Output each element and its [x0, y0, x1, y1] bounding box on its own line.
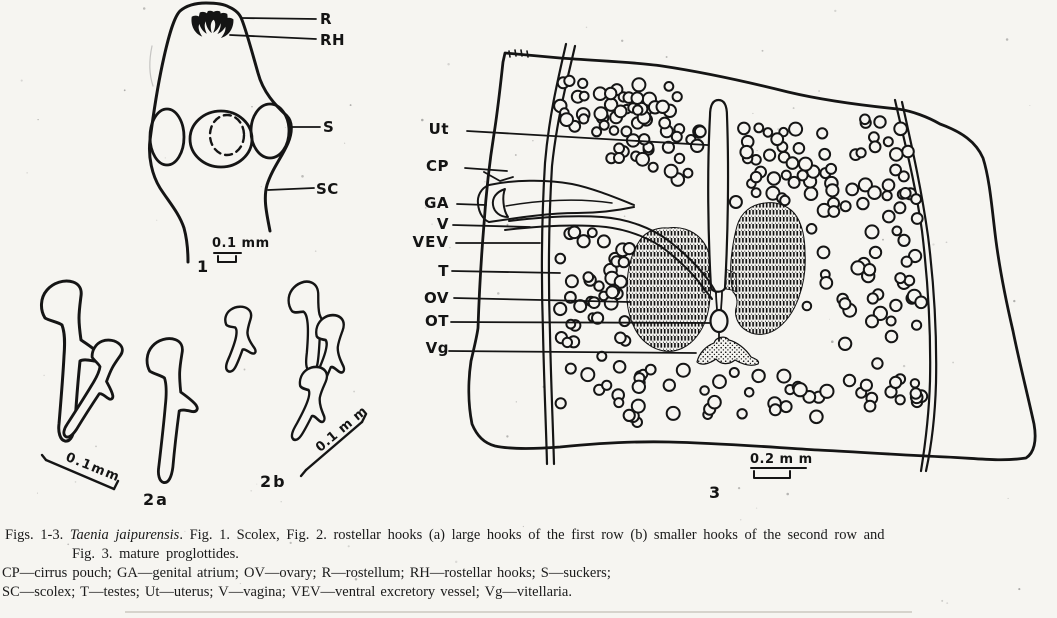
- testis-follicle: [672, 132, 682, 142]
- testis-follicle: [883, 179, 895, 191]
- testis-follicle: [826, 164, 836, 174]
- testis-follicle: [894, 202, 905, 213]
- testis-follicle: [646, 365, 656, 375]
- testis-follicle: [768, 172, 780, 184]
- caption-species-name: Taenia jaipurensis: [69, 527, 180, 543]
- vitellaria: [697, 337, 759, 365]
- testis-follicle: [695, 126, 706, 137]
- testis-follicle: [895, 273, 905, 283]
- testis-follicle: [602, 381, 611, 390]
- label-cirrus-pouch: CP: [425, 157, 449, 175]
- fig3-scale-text: 0.2 m m: [750, 452, 813, 467]
- testis-follicle: [799, 158, 812, 171]
- label-vitellaria: Vg: [425, 339, 449, 357]
- testis-follicle: [794, 143, 805, 154]
- testis-follicle: [560, 113, 573, 126]
- genital-atrium: [478, 185, 508, 222]
- testis-follicle: [886, 331, 898, 343]
- testis-follicle: [798, 170, 808, 180]
- testis-follicle: [615, 333, 626, 344]
- testis-follicle: [866, 315, 878, 327]
- testis-follicle: [600, 121, 609, 130]
- testis-follicle: [893, 227, 902, 236]
- testis-follicle: [592, 127, 601, 136]
- testis-follicle: [738, 123, 750, 135]
- testis-follicle: [584, 272, 594, 282]
- testis-follicle: [777, 370, 790, 383]
- testis-follicle: [870, 141, 881, 152]
- testis-follicle: [857, 198, 868, 209]
- testis-follicle: [902, 257, 912, 267]
- testis-follicle: [614, 153, 624, 163]
- fig2b-number: 2b: [260, 472, 287, 491]
- testis-follicle: [820, 277, 832, 289]
- testis-follicle: [649, 163, 658, 172]
- testis-follicle: [691, 140, 703, 152]
- testis-follicle: [915, 297, 927, 309]
- ovary-lobe-right: [731, 203, 806, 335]
- testis-follicle: [874, 116, 885, 127]
- testis-follicle: [620, 316, 630, 326]
- testis-follicle: [883, 211, 895, 223]
- fig3-scale-bar: [751, 468, 806, 478]
- testis-follicle: [840, 298, 851, 309]
- fig2a-scale-text: 0.1mm: [63, 450, 123, 486]
- testis-follicle: [564, 76, 574, 86]
- testis-follicle: [912, 321, 921, 330]
- testis-follicle: [865, 401, 876, 412]
- testis-follicle: [751, 172, 761, 182]
- small-hook-1: [216, 304, 262, 375]
- label-uterus: Ut: [428, 120, 449, 138]
- testis-follicle: [857, 148, 866, 157]
- testis-follicle: [556, 254, 566, 264]
- fig1-scale-bar: [214, 253, 241, 262]
- testis-follicle: [673, 92, 682, 101]
- testis-follicle: [664, 380, 675, 391]
- testis-follicle: [622, 126, 632, 136]
- rostellar-hooks-cluster: [190, 10, 236, 41]
- testis-follicle: [898, 235, 909, 246]
- testis-follicle: [841, 201, 851, 211]
- ovary-lobe-left: [627, 227, 712, 351]
- testis-follicle: [868, 293, 878, 303]
- fig2b-scale-text: 0.1 m m: [313, 403, 371, 456]
- testis-follicle: [659, 118, 670, 129]
- testis-follicle: [632, 400, 645, 413]
- testis-follicle: [730, 196, 742, 208]
- testis-follicle: [820, 385, 833, 398]
- testis-follicle: [764, 128, 773, 137]
- testis-follicle: [861, 380, 872, 391]
- testis-follicle: [780, 196, 789, 205]
- sucker-right: [251, 104, 289, 158]
- label-suckers: S: [323, 118, 335, 136]
- testis-follicle: [566, 275, 578, 287]
- testis-follicle: [844, 375, 855, 386]
- label-ventral-excretory-vessel: VEV: [412, 233, 449, 251]
- testis-follicle: [839, 338, 851, 350]
- testis-follicle: [764, 150, 775, 161]
- testis-follicle: [606, 286, 618, 298]
- testis-follicle: [864, 264, 875, 275]
- testis-follicle: [860, 115, 870, 125]
- testis-follicle: [614, 361, 626, 373]
- caption-line-2: Fig. 3. mature proglottides.: [72, 546, 239, 562]
- testis-follicle: [887, 317, 896, 326]
- testis-follicle: [803, 302, 812, 311]
- testis-follicle: [870, 247, 881, 258]
- testis-follicle: [884, 137, 893, 146]
- testis-follicle: [657, 101, 669, 113]
- testis-follicle: [588, 228, 597, 237]
- fig3-number: 3: [709, 483, 721, 502]
- testis-follicle: [675, 154, 684, 163]
- pencil-artifact: [150, 46, 153, 86]
- testis-follicle: [894, 123, 907, 136]
- sucker-left: [150, 109, 184, 165]
- testis-follicle: [902, 146, 914, 158]
- testis-follicle: [851, 261, 864, 274]
- testis-follicle: [633, 381, 645, 393]
- testis-follicle: [566, 320, 575, 329]
- testis-follicle: [595, 107, 608, 120]
- label-rostellar-hooks: RH: [320, 31, 346, 49]
- testis-follicle: [787, 157, 799, 169]
- testis-follicle: [580, 92, 589, 101]
- testis-follicle: [619, 257, 629, 267]
- testis-follicle: [566, 364, 576, 374]
- testis-follicle: [868, 186, 881, 199]
- testis-follicle: [605, 88, 616, 99]
- testis-follicle: [900, 188, 910, 198]
- testis-follicle: [737, 409, 746, 418]
- label-rostellum: R: [320, 10, 333, 28]
- testis-follicle: [807, 224, 817, 234]
- testis-follicle: [589, 297, 600, 308]
- testis-follicle: [819, 149, 830, 160]
- scan-speckle: [21, 7, 1031, 604]
- testis-follicle: [826, 184, 838, 196]
- testis-follicle: [740, 146, 752, 158]
- ootype: [711, 310, 728, 332]
- testis-follicle: [667, 407, 680, 420]
- testis-follicle: [846, 184, 858, 196]
- testis-follicle: [899, 171, 909, 181]
- testis-follicle: [911, 388, 921, 398]
- testis-follicle: [810, 411, 823, 424]
- testis-follicle: [632, 92, 644, 104]
- sucker-dashed: [210, 115, 244, 155]
- testis-follicle: [866, 225, 879, 238]
- testis-follicle: [789, 123, 802, 136]
- testis-follicle: [563, 338, 572, 347]
- scolex-outline: [149, 3, 291, 262]
- fig1-scale-text: 0.1 mm: [212, 236, 270, 251]
- testis-follicle: [633, 105, 642, 114]
- label-scolex: SC: [316, 180, 339, 198]
- testis-follicle: [752, 370, 764, 382]
- label-ovary: OV: [424, 289, 449, 307]
- uterus-neck: [716, 292, 722, 311]
- caption-line-1: [5, 527, 885, 544]
- testis-follicle: [614, 398, 623, 407]
- caption-abbreviations-1: CP—cirrus pouch; GA—genital atrium; OV—ovary; R—rostellum; RH—rostellar hooks; S—suckers;: [2, 565, 611, 581]
- testis-follicle: [598, 235, 610, 247]
- testis-follicle: [805, 187, 818, 200]
- testis-follicle: [581, 368, 594, 381]
- testis-follicle: [708, 396, 721, 409]
- label-ootype: OT: [425, 312, 449, 330]
- fig1-scolex-drawing: [149, 3, 320, 262]
- fig1-number: 1: [197, 257, 209, 276]
- testis-follicle: [556, 398, 566, 408]
- testis-follicle: [745, 388, 754, 397]
- testis-follicle: [665, 82, 674, 91]
- testis-follicle: [610, 126, 619, 135]
- testis-follicle: [752, 188, 761, 197]
- testis-follicle: [828, 206, 839, 217]
- fig3-proglottid-drawing: [449, 44, 1035, 478]
- testis-follicle: [896, 395, 905, 404]
- testis-follicle: [817, 128, 827, 138]
- testis-follicle: [574, 300, 586, 312]
- uterus-tube: [708, 100, 728, 292]
- testis-follicle: [700, 386, 709, 395]
- testis-follicle: [665, 165, 678, 178]
- testis-follicle: [632, 78, 645, 91]
- testis-follicle: [911, 194, 921, 204]
- caption-figs-prefix: Figs. 1-3.: [5, 527, 64, 543]
- caption-abbreviations-2: SC—scolex; T—testes; Ut—uterus; V—vagina; VEV—ventral excretory vessel; Vg—vitellaria.: [2, 584, 572, 600]
- testis-follicle: [781, 401, 792, 412]
- large-hook-3: [143, 338, 200, 484]
- testis-follicle: [890, 300, 901, 311]
- label-genital-atrium: GA: [424, 194, 449, 212]
- testis-follicle: [684, 169, 693, 178]
- label-vagina: V: [436, 215, 449, 233]
- testis-follicle: [754, 124, 763, 133]
- testis-follicle: [636, 153, 649, 166]
- testis-follicle: [579, 114, 588, 123]
- testis-follicle: [818, 247, 830, 259]
- testis-follicle: [569, 227, 581, 239]
- testis-follicle: [911, 379, 919, 387]
- testis-follicle: [615, 106, 627, 118]
- testis-follicle: [677, 364, 690, 377]
- testis-follicle: [912, 213, 923, 224]
- label-testes: T: [438, 262, 449, 280]
- testis-follicle: [730, 368, 739, 377]
- testis-follicle: [794, 383, 807, 396]
- testis-follicle: [890, 148, 903, 161]
- testis-follicle: [713, 375, 726, 388]
- testis-follicle: [890, 377, 901, 388]
- testis-follicle: [872, 358, 882, 368]
- fig2a-number: 2a: [143, 490, 169, 509]
- testis-follicle: [771, 133, 783, 145]
- testis-follicle: [614, 144, 624, 154]
- fig2-hooks-drawing: [41, 279, 366, 489]
- testis-follicle: [883, 191, 892, 200]
- testis-follicle: [578, 79, 587, 88]
- testis-follicle: [770, 404, 781, 415]
- testis-follicle: [639, 134, 649, 144]
- caption-line-1-rest: . Fig. 1. Scolex, Fig. 2. rostellar hooks (a) large hooks of the first row (b) smaller hooks of the second row and: [179, 527, 885, 543]
- testis-follicle: [554, 303, 566, 315]
